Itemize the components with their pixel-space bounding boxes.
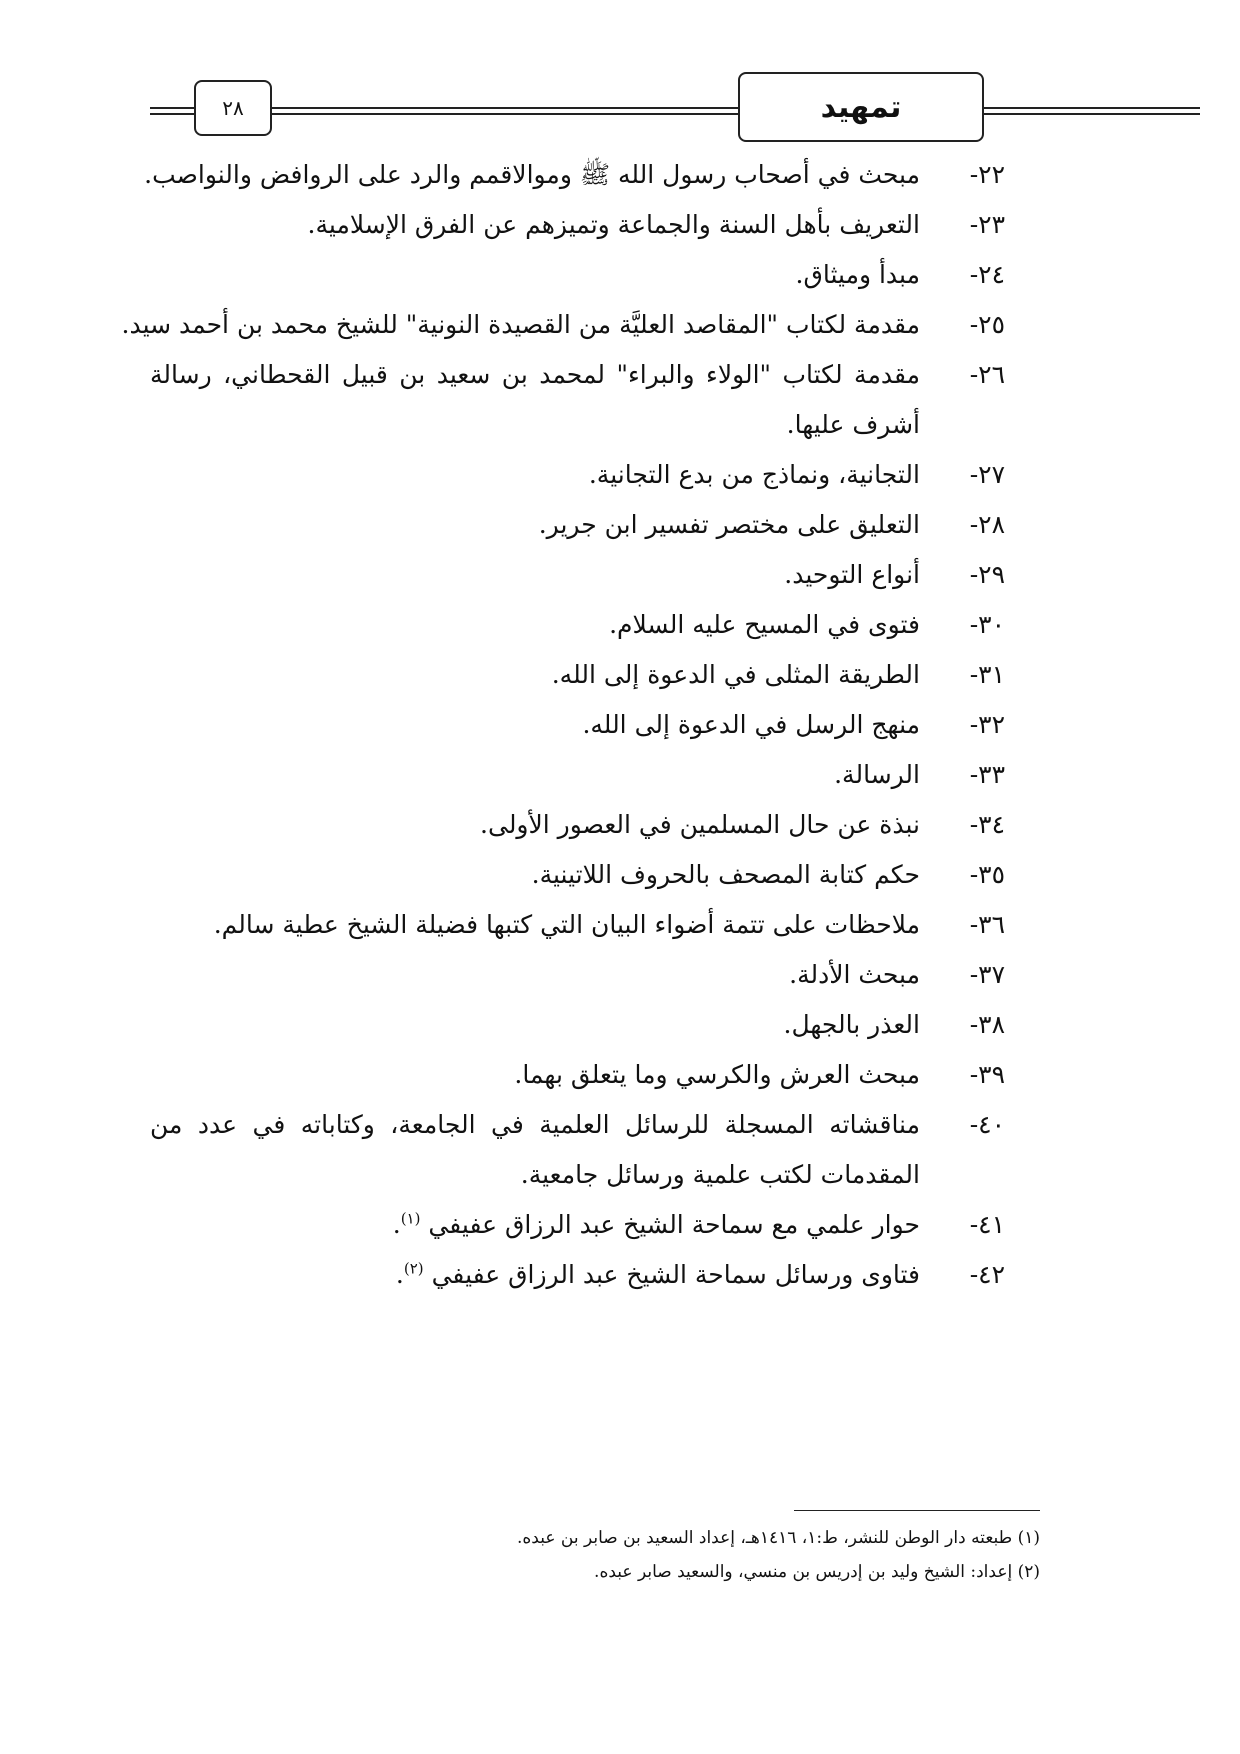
item-number: ٣٩- (969, 1060, 1005, 1089)
list-item (144, 150, 1005, 200)
item-number: ٣١- (969, 660, 1005, 689)
list-item (150, 1250, 1005, 1300)
item-text: مبحث في أصحاب رسول الله ﷺ وموالاقمم والرد على الروافض والنواصب. (144, 160, 920, 189)
list-item (150, 1000, 1005, 1050)
item-text-with-footnote: فتاوى ورسائل سماحة الشيخ عبد الرزاق عفيفي $^{(٢)}$. (395, 1259, 920, 1289)
item-number: ٢٨- (969, 510, 1005, 539)
item-text: حكم كتابة المصحف بالحروف اللاتينية. (531, 860, 920, 889)
item-number: ٢٣- (969, 210, 1005, 239)
item-text: نبذة عن حال المسلمين في العصور الأولى. (480, 810, 920, 839)
item-number: ٢٥- (969, 310, 1005, 339)
footnote: (١) طبعته دار الوطن للنشر، ط:١، ١٤١٦هـ، إعداد السعيد بن صابر بن عبده. (516, 1528, 1040, 1548)
item-text: حوار علمي مع سماحة الشيخ عبد الرزاق عفيفي (428, 1210, 920, 1239)
list-item (150, 1050, 1005, 1100)
chapter-title: تمهيد (738, 72, 984, 142)
list-item (150, 200, 1005, 250)
footnote-separator (794, 1510, 1040, 1511)
item-text: مبحث العرش والكرسي وما يتعلق بهما. (514, 1060, 920, 1089)
item-number: ٣٧- (969, 960, 1005, 989)
list-item (150, 550, 1005, 600)
list-item (150, 450, 1005, 500)
item-number: ٣٨- (969, 1010, 1005, 1039)
footnote: (٢) إعداد: الشيخ وليد بن إدريس بن منسي، والسعيد صابر عبده. (594, 1562, 1040, 1582)
list-item (121, 300, 1005, 350)
item-text: التجانية، ونماذج من بدع التجانية. (588, 460, 920, 489)
item-text: منهج الرسل في الدعوة إلى الله. (582, 710, 920, 739)
list-item (150, 900, 1005, 950)
item-text: أنواع التوحيد. (784, 560, 920, 589)
item-number: ٣٦- (969, 910, 1005, 939)
item-text: فتوى في المسيح عليه السلام. (609, 610, 920, 639)
list-item (150, 700, 1005, 750)
item-number: ٣٠- (969, 610, 1005, 639)
page-number: ٢٨ (194, 80, 272, 136)
list-item (150, 600, 1005, 650)
item-text: مقدمة لكتاب "المقاصد العليَّة من القصيدة النونية" للشيخ محمد بن أحمد سيد. (121, 310, 920, 339)
item-number: ٢٤- (969, 260, 1005, 289)
item-text: فتاوى ورسائل سماحة الشيخ عبد الرزاق عفيفي (431, 1260, 920, 1289)
item-text: الرسالة. (834, 760, 920, 789)
item-number: ٣٥- (969, 860, 1005, 889)
header-rule-right (984, 107, 1200, 109)
item-text: الطريقة المثلى في الدعوة إلى الله. (551, 660, 920, 689)
item-number: ٤٠- (969, 1110, 1005, 1139)
item-text: ملاحظات على تتمة أضواء البيان التي كتبها فضيلة الشيخ عطية سالم. (213, 910, 920, 939)
works-list (121, 150, 1005, 1300)
item-number: ٢٩- (969, 560, 1005, 589)
list-item (150, 1200, 1005, 1250)
list-item (150, 500, 1005, 550)
list-item (150, 800, 1005, 850)
footnote-ref: (١) (400, 1209, 421, 1228)
item-text: التعريف بأهل السنة والجماعة وتميزهم عن الفرق الإسلامية. (307, 210, 920, 239)
item-number: ٤٢- (969, 1260, 1005, 1289)
list-item (150, 1100, 1005, 1200)
list-item (150, 950, 1005, 1000)
item-number: ٢٦- (969, 360, 1005, 389)
list-item (150, 650, 1005, 700)
list-item (150, 350, 1005, 450)
list-item (150, 850, 1005, 900)
header-rule-right-2 (984, 113, 1200, 115)
item-number: ٣٣- (969, 760, 1005, 789)
item-text: التعليق على مختصر تفسير ابن جرير. (538, 510, 920, 539)
item-text: مقدمة لكتاب "الولاء والبراء" لمحمد بن سعيد بن قبيل القحطاني، رسالة أشرف عليها. (150, 360, 920, 439)
item-text: مبدأ وميثاق. (795, 260, 920, 289)
item-number: ٣٤- (969, 810, 1005, 839)
item-number: ٤١- (969, 1210, 1005, 1239)
item-text: العذر بالجهل. (783, 1010, 920, 1039)
item-text-with-footnote: حوار علمي مع سماحة الشيخ عبد الرزاق عفيفي $^{(١)}$. (392, 1209, 920, 1239)
item-number: ٣٢- (969, 710, 1005, 739)
item-number: ٢٧- (969, 460, 1005, 489)
item-number: ٢٢- (969, 160, 1005, 189)
item-text: مبحث الأدلة. (789, 960, 920, 989)
list-item (150, 750, 1005, 800)
list-item (150, 250, 1005, 300)
item-text: مناقشاته المسجلة للرسائل العلمية في الجامعة، وكتاباته في عدد من المقدمات لكتب علمية ورسائل جامعية. (150, 1110, 920, 1189)
footnotes (150, 1521, 1040, 1589)
footnote-ref: (٢) (403, 1259, 424, 1278)
